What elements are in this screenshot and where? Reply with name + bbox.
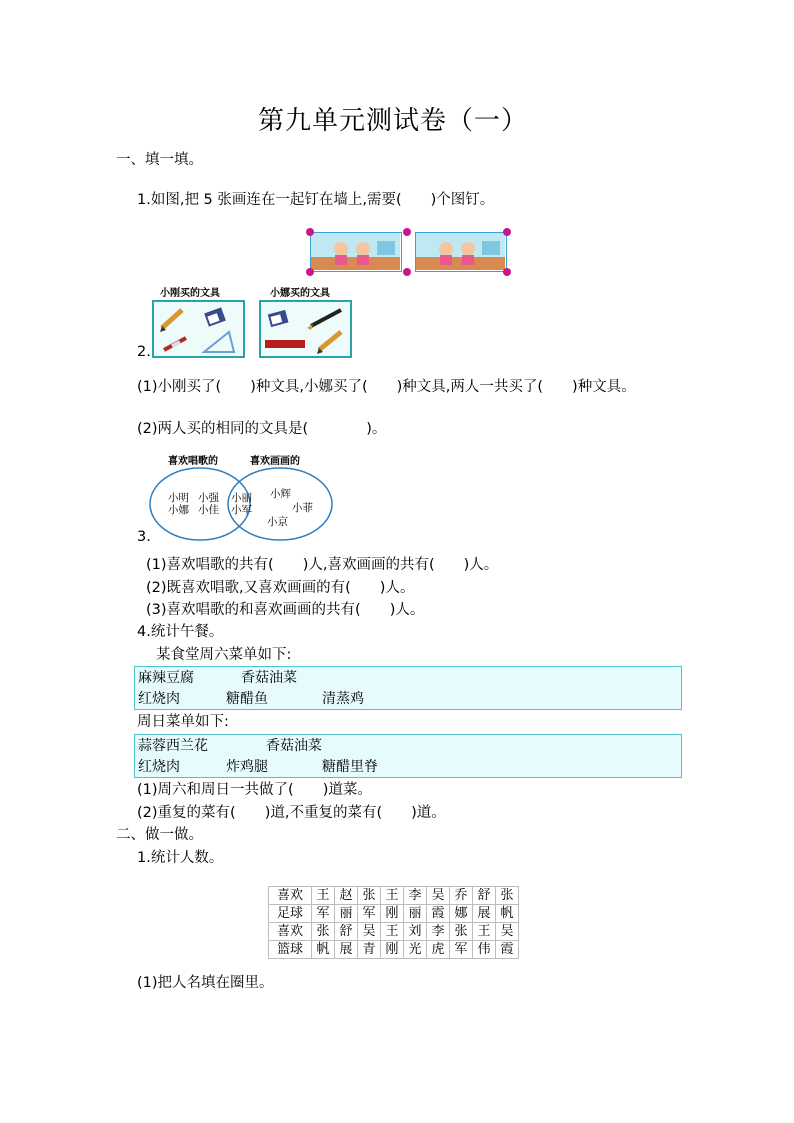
- sunday-menu: [134, 734, 682, 778]
- cartoon-picture-icon: [416, 233, 505, 270]
- table-cell: 霞: [427, 905, 450, 923]
- table-cell: 虎: [427, 941, 450, 959]
- saturday-menu: [134, 666, 682, 710]
- venn-name: 小明: [168, 492, 189, 504]
- question-3-number: 3.: [137, 529, 151, 545]
- table-cell: 吴: [358, 923, 381, 941]
- dish: 糖醋里脊: [322, 759, 378, 775]
- table-cell: 展: [473, 905, 496, 923]
- label-xiaona: 小娜买的文具: [270, 288, 330, 299]
- venn-name: 小娜: [168, 504, 189, 516]
- names-table: [268, 886, 519, 959]
- table-cell: 喜欢: [269, 923, 312, 941]
- venn-name: 小京: [267, 516, 288, 528]
- question-3-sub3: (3)喜欢唱歌的和喜欢画画的共有( )人。: [146, 602, 425, 618]
- table-cell: 伟: [473, 941, 496, 959]
- table-cell: 吴: [427, 887, 450, 905]
- question-4-sub1: (1)周六和周日一共做了( )道菜。: [137, 782, 372, 798]
- page-title: 第九单元测试卷（一）: [258, 106, 529, 136]
- venn-label-singing: 喜欢唱歌的: [168, 456, 218, 467]
- table-cell: 王: [381, 887, 404, 905]
- question-4-heading: 4.统计午餐。: [137, 624, 224, 640]
- table-row: [269, 941, 519, 959]
- table-cell: 喜欢: [269, 887, 312, 905]
- table-cell: 王: [381, 923, 404, 941]
- venn-name: 小强: [198, 492, 219, 504]
- pen-icon: [164, 338, 186, 350]
- venn-name: 小菲: [292, 502, 313, 514]
- venn-name: 小佳: [198, 504, 219, 516]
- dish: 糖醋鱼: [226, 691, 268, 707]
- table-cell: 张: [496, 887, 519, 905]
- table-cell: 丽: [404, 905, 427, 923]
- pin-icon: [403, 228, 411, 236]
- table-cell: 展: [335, 941, 358, 959]
- table-cell: 篮球: [269, 941, 312, 959]
- sunday-intro: 周日菜单如下:: [137, 714, 229, 730]
- table-cell: 乔: [450, 887, 473, 905]
- table-cell: 帆: [496, 905, 519, 923]
- dish: 麻辣豆腐: [138, 670, 194, 686]
- table-cell: 张: [358, 887, 381, 905]
- question-3-sub1: (1)喜欢唱歌的共有( )人,喜欢画画的共有( )人。: [146, 557, 499, 573]
- dish: 香菇油菜: [241, 670, 297, 686]
- section2-sub1: (1)把人名填在圈里。: [137, 975, 274, 991]
- table-cell: 张: [312, 923, 335, 941]
- question-2-sub1: (1)小刚买了( )种文具,小娜买了( )种文具,两人一共买了( )种文具。: [137, 379, 636, 395]
- venn-label-drawing: 喜欢画画的: [250, 456, 300, 467]
- table-cell: 王: [312, 887, 335, 905]
- table-cell: 军: [312, 905, 335, 923]
- table-row: [269, 923, 519, 941]
- saturday-intro: 某食堂周六菜单如下:: [156, 647, 292, 663]
- table-cell: 王: [473, 923, 496, 941]
- table-row: [269, 905, 519, 923]
- table-cell: 光: [404, 941, 427, 959]
- question-2-sub2: (2)两人买的相同的文具是( )。: [137, 421, 387, 437]
- set-square-icon: [204, 332, 234, 352]
- table-cell: 刚: [381, 941, 404, 959]
- picture-1: [310, 232, 402, 272]
- table-cell: 吴: [496, 923, 519, 941]
- table-cell: 娜: [450, 905, 473, 923]
- section2-question-1: 1.统计人数。: [137, 850, 224, 866]
- table-cell: 李: [427, 923, 450, 941]
- question-3-sub2: (2)既喜欢唱歌,又喜欢画画的有( )人。: [146, 580, 415, 596]
- question-4-sub2: (2)重复的菜有( )道,不重复的菜有( )道。: [137, 805, 446, 821]
- dish: 蒜蓉西兰花: [138, 738, 208, 754]
- table-cell: 帆: [312, 941, 335, 959]
- pin-icon: [503, 228, 511, 236]
- section-heading: 一、填一填。: [116, 152, 203, 168]
- pencil-icon: [160, 310, 182, 332]
- eraser-icon: [204, 307, 226, 326]
- table-cell: 军: [450, 941, 473, 959]
- eraser-icon: [268, 310, 289, 327]
- table-cell: 张: [450, 923, 473, 941]
- table-cell: 霞: [496, 941, 519, 959]
- table-cell: 青: [358, 941, 381, 959]
- section-heading: 二、做一做。: [116, 827, 203, 843]
- table-cell: 丽: [335, 905, 358, 923]
- venn-name: 小军: [231, 504, 252, 516]
- picture-2: [415, 232, 507, 272]
- table-cell: 舒: [335, 923, 358, 941]
- dish: 炸鸡腿: [226, 759, 268, 775]
- label-xiaogang: 小刚买的文具: [160, 288, 220, 299]
- dish: 红烧肉: [138, 759, 180, 775]
- venn-name: 小辉: [270, 488, 291, 500]
- table-cell: 舒: [473, 887, 496, 905]
- cartoon-picture-icon: [311, 233, 400, 270]
- pencil-icon: [317, 332, 341, 354]
- pin-icon: [306, 268, 314, 276]
- stationery-box-xiaogang: [152, 300, 245, 358]
- pin-icon: [403, 268, 411, 276]
- pencil-case-icon: [265, 340, 305, 348]
- table-row: [269, 887, 519, 905]
- table-cell: 刚: [381, 905, 404, 923]
- dish: 红烧肉: [138, 691, 180, 707]
- table-cell: 赵: [335, 887, 358, 905]
- question-1: 1.如图,把 5 张画连在一起钉在墙上,需要( )个图钉。: [137, 192, 495, 208]
- table-cell: 足球: [269, 905, 312, 923]
- table-cell: 军: [358, 905, 381, 923]
- table-cell: 刘: [404, 923, 427, 941]
- venn-name: 小丽: [231, 492, 252, 504]
- pin-icon: [503, 268, 511, 276]
- dish: 香菇油菜: [266, 738, 322, 754]
- pin-icon: [306, 228, 314, 236]
- table-cell: 李: [404, 887, 427, 905]
- stationery-box-xiaona: [259, 300, 352, 358]
- dish: 清蒸鸡: [322, 691, 364, 707]
- fountain-pen-icon: [307, 310, 341, 330]
- question-2-number: 2.: [137, 344, 151, 360]
